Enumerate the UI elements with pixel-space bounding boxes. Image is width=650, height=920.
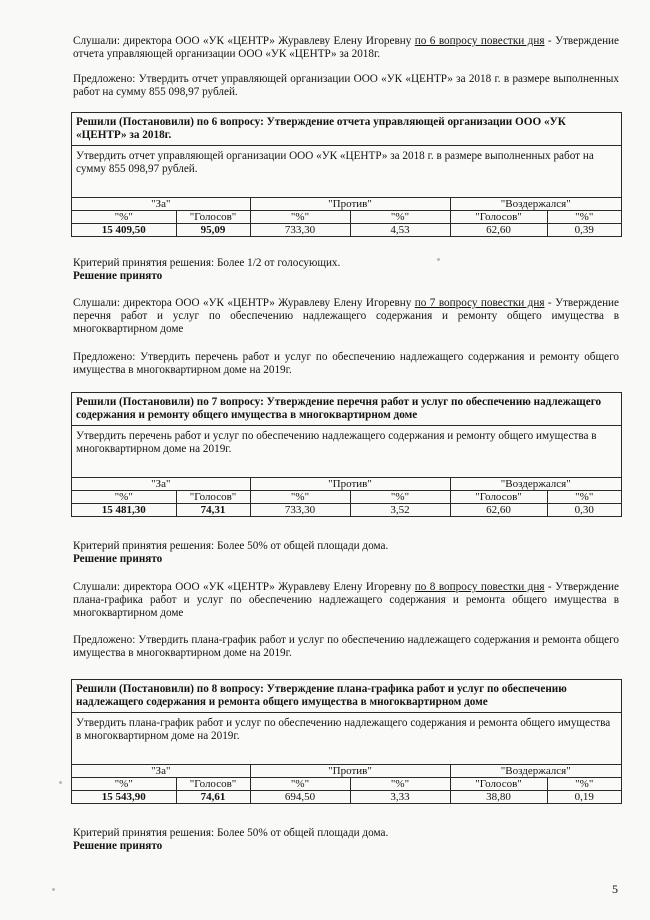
vote-subheader: "%" [72,491,176,504]
vote-value: 62,60 [450,504,547,517]
criterion-text: Критерий принятия решения: Более 1/2 от голосующих. [73,257,341,269]
scan-speck [437,258,440,261]
vote-value: 3,52 [350,504,450,517]
scan-speck [59,781,62,784]
vote-group-abstained: "Воздержался" [450,478,621,491]
vote-group-for: "За" [72,478,250,491]
vote-value: 733,30 [250,224,350,237]
vote-subheader: "%" [547,491,621,504]
proposed-paragraph-q8: Предложено: Утвердить плана-график работ и услуг по обеспечению надлежащего содержания и ремонта общего имущества в многоквартирном доме на 2019г. [73,634,619,659]
vote-subheader: "%" [250,778,350,791]
decision-text-q7: Утвердить перечень работ и услуг по обеспечению надлежащего содержания и ремонту общего имущества в многоквартирном доме на 2019г. [76,430,597,455]
vote-table-q8 [72,764,621,803]
proposed-paragraph-q6: Предложено: Утвердить отчет управляющей организации ООО «УК «ЦЕНТР» за 2018 г. в размере выполненных работ на сумму 855 098,97 рублей. [73,73,619,98]
vote-subheader: "%" [350,211,450,224]
vote-value: 15 543,90 [72,791,176,804]
criterion-q8 [73,827,619,853]
vote-value: 95,09 [176,224,250,237]
vote-group-against: "Против" [250,765,450,778]
vote-value: 694,50 [250,791,350,804]
vote-subheader: "Голосов" [450,778,547,791]
vote-value: 733,30 [250,504,350,517]
agenda-item-ref-q6: по 6 вопросу повестки дня [414,35,545,47]
decision-result: Решение принято [73,270,163,282]
vote-value: 0,39 [547,224,621,237]
decision-box-q8 [71,679,622,804]
vote-subheader: "Голосов" [450,491,547,504]
vote-group-against: "Против" [250,478,450,491]
scan-speck [52,888,55,891]
decision-result: Решение принято [73,553,163,565]
heard-paragraph-q6: Слушали: директора ООО «УК «ЦЕНТР» Журавлеву Елену Игоревну по 6 вопросу повестки дня - Утверждение отчета управляющей организации ООО «УК «ЦЕНТР» за 2018г. [73,35,620,60]
criterion-text: Критерий принятия решения: Более 50% от общей площади дома. [73,827,389,839]
decision-text-q6: Утвердить отчет управляющей организации ООО «УК «ЦЕНТР» за 2018 г. в размере выполненных работ на сумму 855 098,97 рублей. [76,150,594,175]
vote-value: 4,53 [350,224,450,237]
vote-subheader: "Голосов" [176,491,250,504]
heard-paragraph-q7: Слушали: директора ООО «УК «ЦЕНТР» Журавлеву Елену Игоревну по 7 вопросу повестки дня - Утверждение перечня работ и услуг по обеспечению надлежащего содержания и ремонту общего имущества в многоквартирном доме [73,297,620,335]
vote-value: 0,19 [547,791,621,804]
vote-table-q6 [72,197,621,236]
vote-group-for: "За" [72,198,250,211]
decision-box-q7 [71,392,622,517]
vote-value: 15 481,30 [72,504,176,517]
agenda-item-ref-q7: по 7 вопросу повестки дня [414,297,545,309]
decision-title-q7: Решили (Постановили) по 7 вопросу: Утверждение перечня работ и услуг по обеспечению надлежащего содержания и ремонту общего имущества в многоквартирном доме [72,393,621,426]
vote-group-abstained: "Воздержался" [450,765,621,778]
vote-subheader: "%" [250,491,350,504]
vote-subheader: "%" [250,211,350,224]
criterion-text: Критерий принятия решения: Более 50% от общей площади дома. [73,540,389,552]
vote-subheader: "%" [72,211,176,224]
vote-table-q7 [72,477,621,516]
vote-subheader: "%" [547,211,621,224]
decision-box-q6 [71,112,622,237]
decision-result: Решение принято [73,840,163,852]
heard-paragraph-q8: Слушали: директора ООО «УК «ЦЕНТР» Журавлеву Елену Игоревну по 8 вопросу повестки дня - Утверждение плана-графика работ и услуг по обеспечению надлежащего содержания и ремонта общего имущества в многоквартирном доме [73,581,620,619]
vote-value: 15 409,50 [72,224,176,237]
vote-subheader: "%" [547,778,621,791]
vote-subheader: "Голосов" [176,211,250,224]
criterion-q6 [73,257,619,283]
page-number: 5 [612,882,618,896]
vote-group-against: "Против" [250,198,450,211]
vote-group-for: "За" [72,765,250,778]
vote-value: 3,33 [350,791,450,804]
vote-value: 0,30 [547,504,621,517]
criterion-q7 [73,540,619,566]
vote-subheader: "Голосов" [176,778,250,791]
vote-value: 38,80 [450,791,547,804]
vote-group-abstained: "Воздержался" [450,198,621,211]
vote-value: 62,60 [450,224,547,237]
decision-title-q8: Решили (Постановили) по 8 вопросу: Утверждение плана-графика работ и услуг по обеспечению надлежащего содержания и ремонта общего имущества в многоквартирном доме [72,680,621,713]
decision-text-q8: Утвердить плана-график работ и услуг по обеспечению надлежащего содержания и ремонта общего имущества в многоквартирном доме на 2019г. [76,717,611,742]
agenda-item-ref-q8: по 8 вопросу повестки дня [414,581,545,593]
vote-subheader: "%" [350,491,450,504]
vote-subheader: "Голосов" [450,211,547,224]
proposed-paragraph-q7: Предложено: Утвердить перечень работ и услуг по обеспечению надлежащего содержания и ремонту общего имущества в многоквартирном доме на 2019г. [73,351,619,376]
decision-title-q6: Решили (Постановили) по 6 вопросу: Утверждение отчета управляющей организации ООО «УК «ЦЕНТР» за 2018г. [72,113,621,146]
vote-value: 74,31 [176,504,250,517]
vote-subheader: "%" [350,778,450,791]
vote-value: 74,61 [176,791,250,804]
vote-subheader: "%" [72,778,176,791]
